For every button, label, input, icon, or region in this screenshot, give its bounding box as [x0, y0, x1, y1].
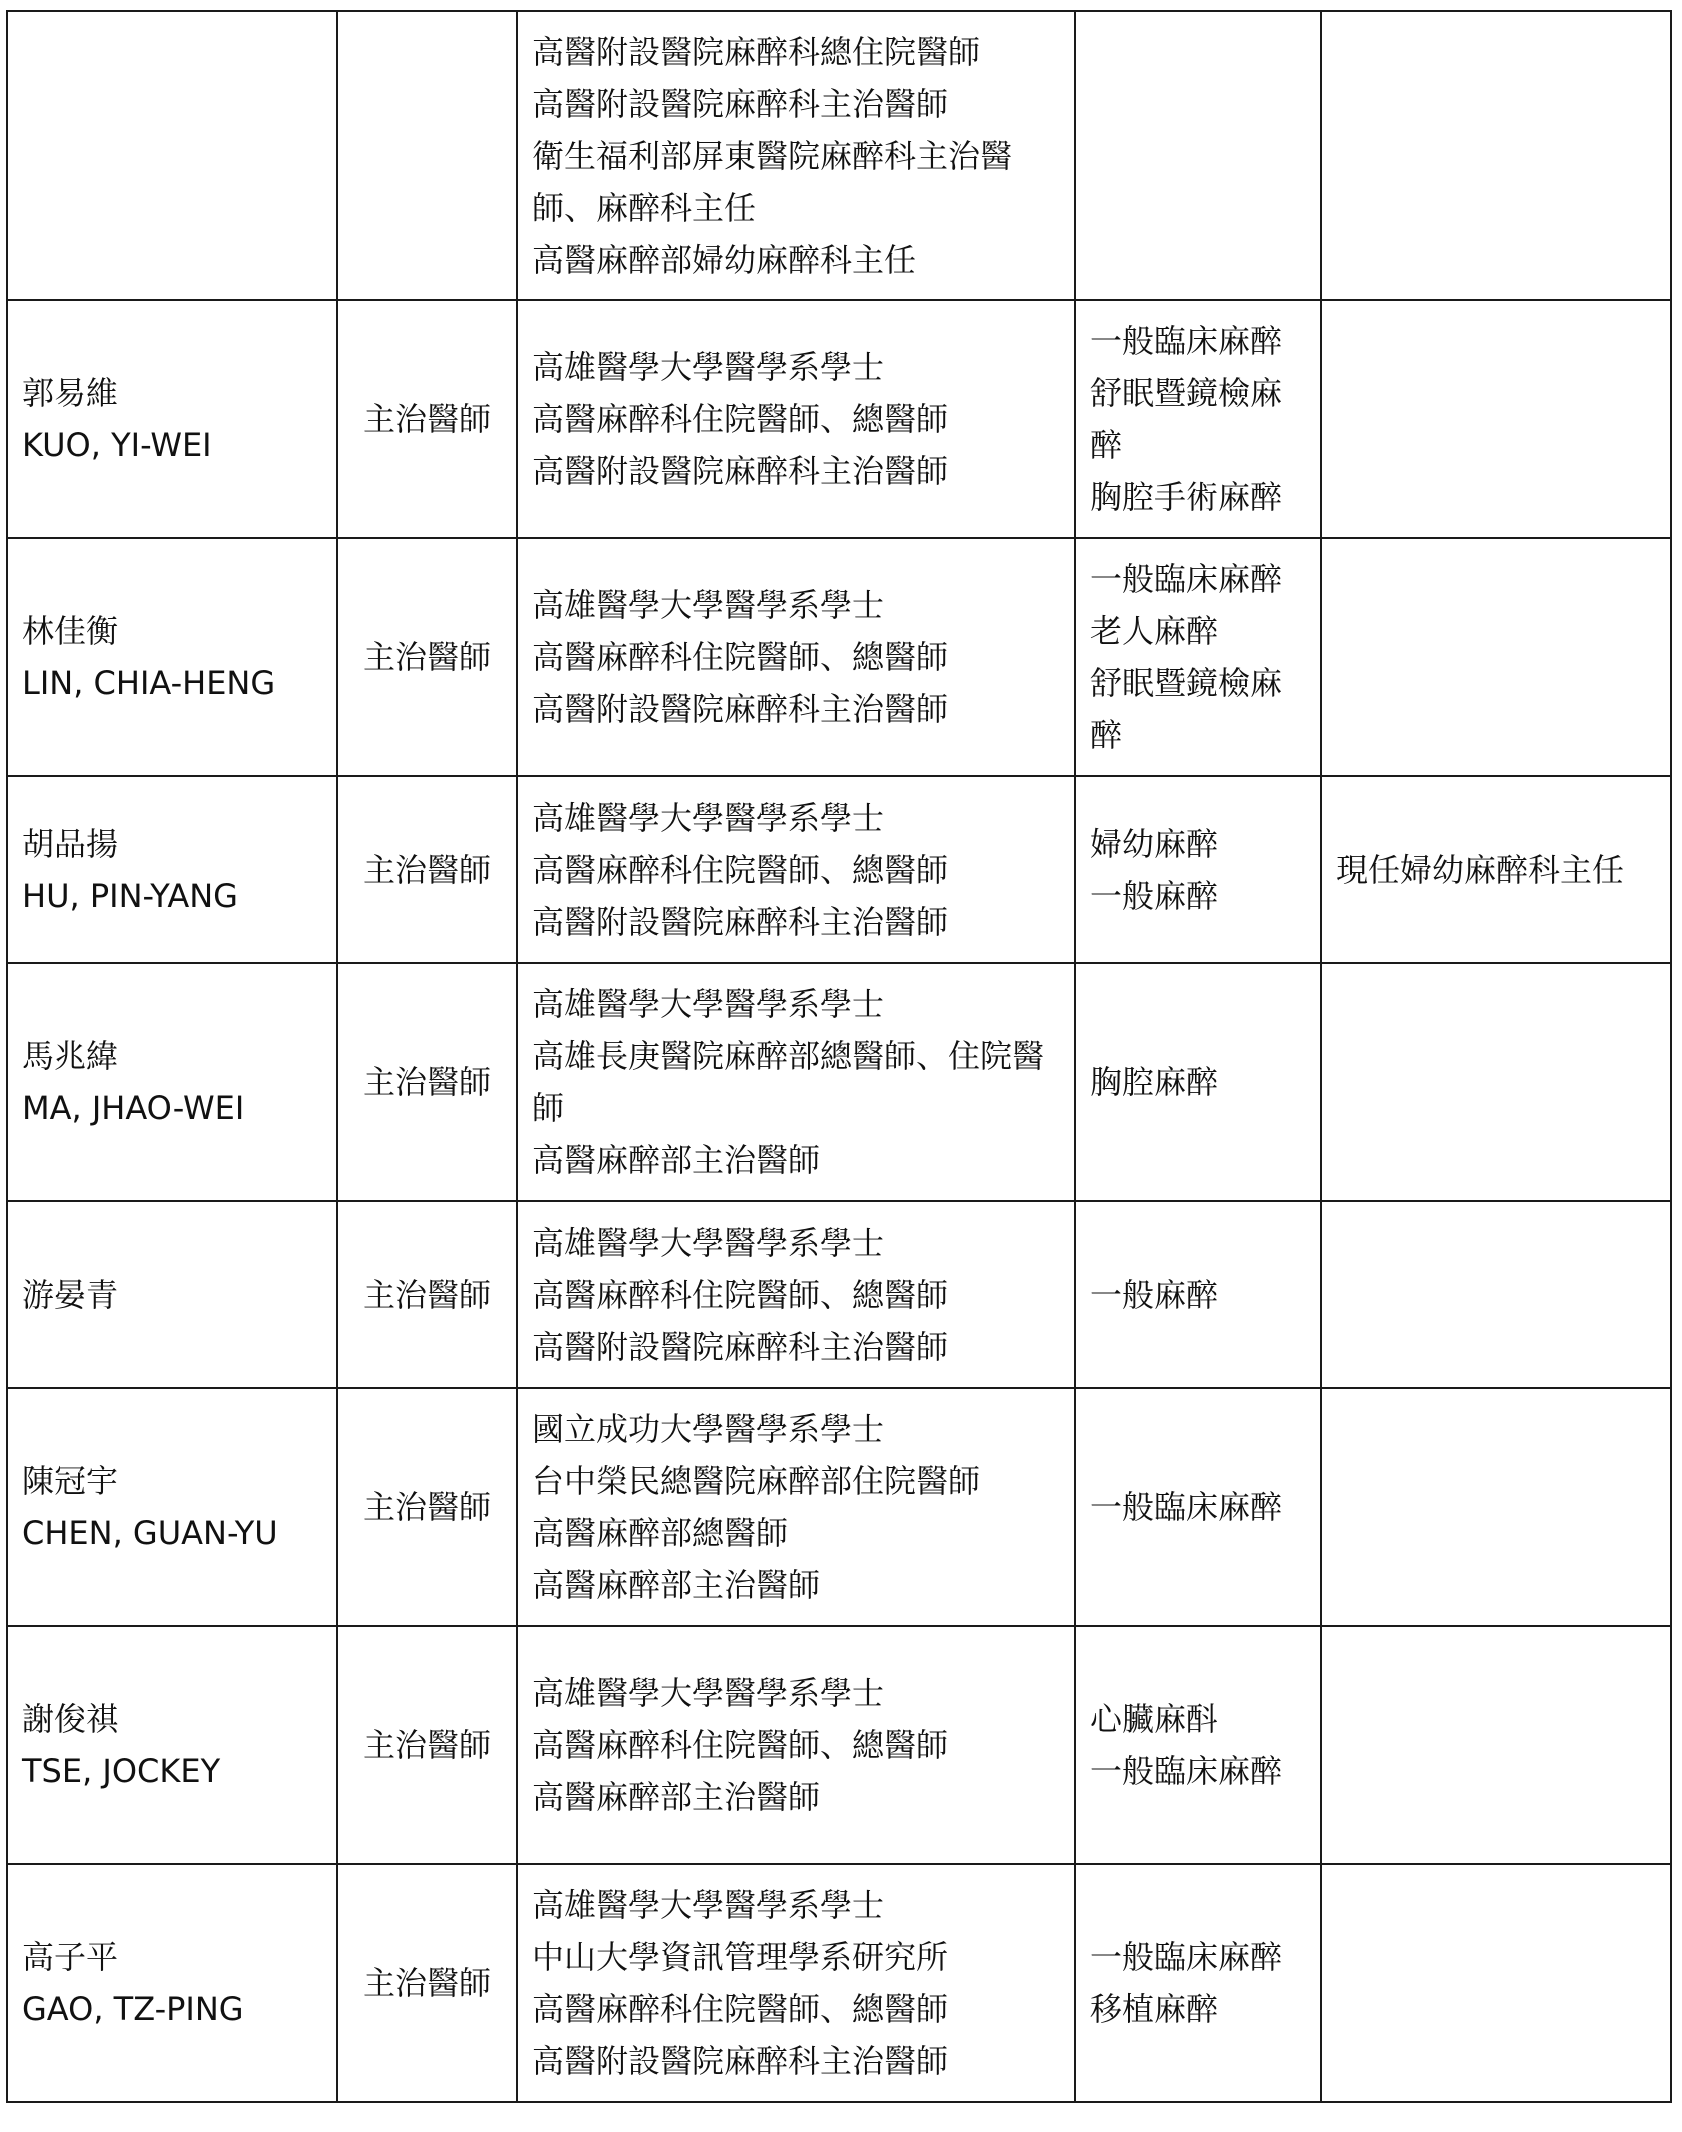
experience-item: 台中榮民總醫院麻醉部住院醫師: [532, 1462, 981, 1500]
specialty-item: 一般臨床麻醉: [1090, 1488, 1283, 1526]
note-cell: [1321, 300, 1671, 538]
specialty-cell: [1075, 11, 1321, 300]
experience-item: 高醫附設醫院麻醉科主治醫師: [532, 902, 949, 941]
experience-item: 高雄醫學大學醫學系學士: [532, 1886, 885, 1924]
doctor-name-zh: 胡品揚: [22, 824, 119, 863]
experience-item: 高醫附設醫院麻醉科主治醫師: [532, 1327, 949, 1366]
table-row: [7, 300, 1671, 538]
doctor-title-cell: [337, 1864, 517, 2102]
doctor-title-cell: [337, 538, 517, 776]
table-row: [7, 1201, 1671, 1388]
doctor-name-zh: 陳冠宇: [22, 1462, 119, 1500]
doctor-table: [6, 10, 1672, 2103]
specialty-item: 舒眠暨鏡檢麻醉: [1090, 664, 1283, 754]
doctor-name-cell: [7, 963, 337, 1201]
experience-cell: [517, 538, 1075, 776]
specialty-item: 一般麻醉: [1090, 1275, 1219, 1314]
doctor-name-cell: [7, 538, 337, 776]
doctor-name-en: TSE, JOCKEY: [22, 1752, 221, 1790]
experience-item: 高雄醫學大學醫學系學士: [532, 985, 885, 1023]
experience-cell: [517, 1201, 1075, 1388]
experience-item: 高醫麻醉部主治醫師: [532, 1778, 821, 1816]
specialty-item: 一般臨床麻醉: [1090, 322, 1283, 360]
doctor-name-cell: [7, 11, 337, 300]
doctor-name-cell: [7, 1626, 337, 1864]
specialty-item: 一般臨床麻醉: [1090, 1752, 1283, 1790]
specialty-item: 老人麻醉: [1090, 612, 1219, 650]
specialty-item: 一般麻醉: [1090, 876, 1219, 915]
experience-item: 高醫麻醉科住院醫師、總醫師: [532, 850, 949, 889]
specialty-item: 舒眠暨鏡檢麻醉: [1090, 374, 1283, 464]
experience-cell: [517, 1626, 1075, 1864]
doctor-name-en: KUO, YI-WEI: [22, 426, 212, 464]
doctor-title-cell: [337, 776, 517, 963]
experience-item: 高醫麻醉部主治醫師: [532, 1566, 821, 1604]
specialty-item: 胸腔手術麻醉: [1090, 478, 1283, 516]
table-row: [7, 776, 1671, 963]
specialty-item: 心臟麻酙: [1090, 1700, 1219, 1738]
specialty-cell: [1075, 776, 1321, 963]
experience-item: 高醫麻醉科住院醫師、總醫師: [532, 638, 949, 676]
specialty-item: 一般臨床麻醉: [1090, 1938, 1283, 1976]
note-text: 現任婦幼麻醉科主任: [1336, 850, 1625, 889]
doctor-name-en: GAO, TZ-PING: [22, 1990, 244, 2028]
doctor-name-zh: 游晏青: [22, 1275, 119, 1314]
specialty-cell: [1075, 1201, 1321, 1388]
note-cell: [1321, 776, 1671, 963]
doctor-title-cell: [337, 1388, 517, 1626]
doctor-name-zh: 馬兆緯: [22, 1037, 119, 1075]
experience-item: 高雄醫學大學醫學系學士: [532, 1674, 885, 1712]
doctor-name-cell: [7, 300, 337, 538]
doctor-title-cell: [337, 11, 517, 300]
doctor-name-cell: [7, 1864, 337, 2102]
doctor-name-zh: 謝俊祺: [22, 1700, 119, 1738]
doctor-title-cell: [337, 1201, 517, 1388]
specialty-item: 一般臨床麻醉: [1090, 560, 1283, 598]
specialty-cell: [1075, 963, 1321, 1201]
doctor-title: 主治醫師: [362, 400, 491, 438]
doctor-title-cell: [337, 963, 517, 1201]
experience-cell: [517, 963, 1075, 1201]
experience-item: 高醫附設醫院麻醉科主治醫師: [532, 452, 949, 490]
experience-cell: [517, 300, 1075, 538]
experience-item: 高雄長庚醫院麻醉部總醫師、住院醫師: [532, 1037, 1045, 1127]
doctor-title: 主治醫師: [362, 1275, 491, 1314]
doctor-title-cell: [337, 1626, 517, 1864]
specialty-cell: [1075, 300, 1321, 538]
doctor-name-en: MA, JHAO-WEI: [22, 1089, 245, 1127]
doctor-name-zh: 高子平: [22, 1938, 119, 1976]
table-row: [7, 1864, 1671, 2102]
doctor-name-en: LIN, CHIA-HENG: [22, 664, 276, 702]
experience-item: 高醫附設醫院麻醉科主治醫師: [532, 2042, 949, 2080]
table-row: [7, 11, 1671, 300]
experience-item: 高醫麻醉科住院醫師、總醫師: [532, 1275, 949, 1314]
experience-item: 高雄醫學大學醫學系學士: [532, 586, 885, 624]
doctor-name-cell: [7, 776, 337, 963]
table-row: [7, 1626, 1671, 1864]
doctor-title: 主治醫師: [362, 1063, 491, 1101]
doctor-name-zh: 林佳衡: [22, 612, 119, 650]
experience-item: 高醫附設醫院麻醉科主治醫師: [532, 84, 949, 123]
doctor-name-en: CHEN, GUAN-YU: [22, 1514, 278, 1552]
experience-cell: [517, 1864, 1075, 2102]
experience-item: 中山大學資訊管理學系研究所: [532, 1938, 949, 1976]
specialty-cell: [1075, 1388, 1321, 1626]
doctor-name-cell: [7, 1388, 337, 1626]
note-cell: [1321, 538, 1671, 776]
experience-item: 高雄醫學大學醫學系學士: [532, 1223, 885, 1262]
experience-cell: [517, 1388, 1075, 1626]
doctor-title: 主治醫師: [362, 1488, 491, 1526]
experience-item: 高醫麻醉科住院醫師、總醫師: [532, 1990, 949, 2028]
specialty-cell: [1075, 1626, 1321, 1864]
experience-item: 高雄醫學大學醫學系學士: [532, 348, 885, 386]
doctor-title: 主治醫師: [362, 638, 491, 676]
doctor-table-body: [7, 11, 1671, 2102]
experience-item: 衛生福利部屏東醫院麻醉科主治醫師、麻醉科主任: [532, 136, 1013, 227]
note-cell: [1321, 1201, 1671, 1388]
experience-cell: [517, 776, 1075, 963]
doctor-title-cell: [337, 300, 517, 538]
experience-item: 高醫附設醫院麻醉科主治醫師: [532, 690, 949, 728]
experience-item: 高醫麻醉部總醫師: [532, 1514, 789, 1552]
experience-item: 高雄醫學大學醫學系學士: [532, 798, 885, 837]
table-row: [7, 538, 1671, 776]
experience-item: 高醫附設醫院麻醉科總住院醫師: [532, 32, 981, 71]
note-cell: [1321, 963, 1671, 1201]
experience-cell: [517, 11, 1075, 300]
experience-item: 高醫麻醉部婦幼麻醉科主任: [532, 240, 917, 279]
specialty-cell: [1075, 1864, 1321, 2102]
experience-item: 高醫麻醉科住院醫師、總醫師: [532, 1726, 949, 1764]
experience-item: 國立成功大學醫學系學士: [532, 1410, 885, 1448]
doctor-title: 主治醫師: [362, 1726, 491, 1764]
note-cell: [1321, 1388, 1671, 1626]
specialty-cell: [1075, 538, 1321, 776]
table-row: [7, 1388, 1671, 1626]
experience-item: 高醫麻醉科住院醫師、總醫師: [532, 400, 949, 438]
table-row: [7, 963, 1671, 1201]
note-cell: [1321, 1864, 1671, 2102]
note-cell: [1321, 11, 1671, 300]
specialty-item: 胸腔麻醉: [1090, 1063, 1219, 1101]
doctor-title: 主治醫師: [362, 850, 491, 889]
specialty-item: 婦幼麻醉: [1090, 824, 1219, 863]
experience-item: 高醫麻醉部主治醫師: [532, 1141, 821, 1179]
doctor-name-en: HU, PIN-YANG: [22, 876, 238, 915]
note-cell: [1321, 1626, 1671, 1864]
doctor-title: 主治醫師: [362, 1964, 491, 2002]
specialty-item: 移植麻醉: [1090, 1990, 1219, 2028]
doctor-name-cell: [7, 1201, 337, 1388]
doctor-name-zh: 郭易維: [22, 374, 119, 412]
